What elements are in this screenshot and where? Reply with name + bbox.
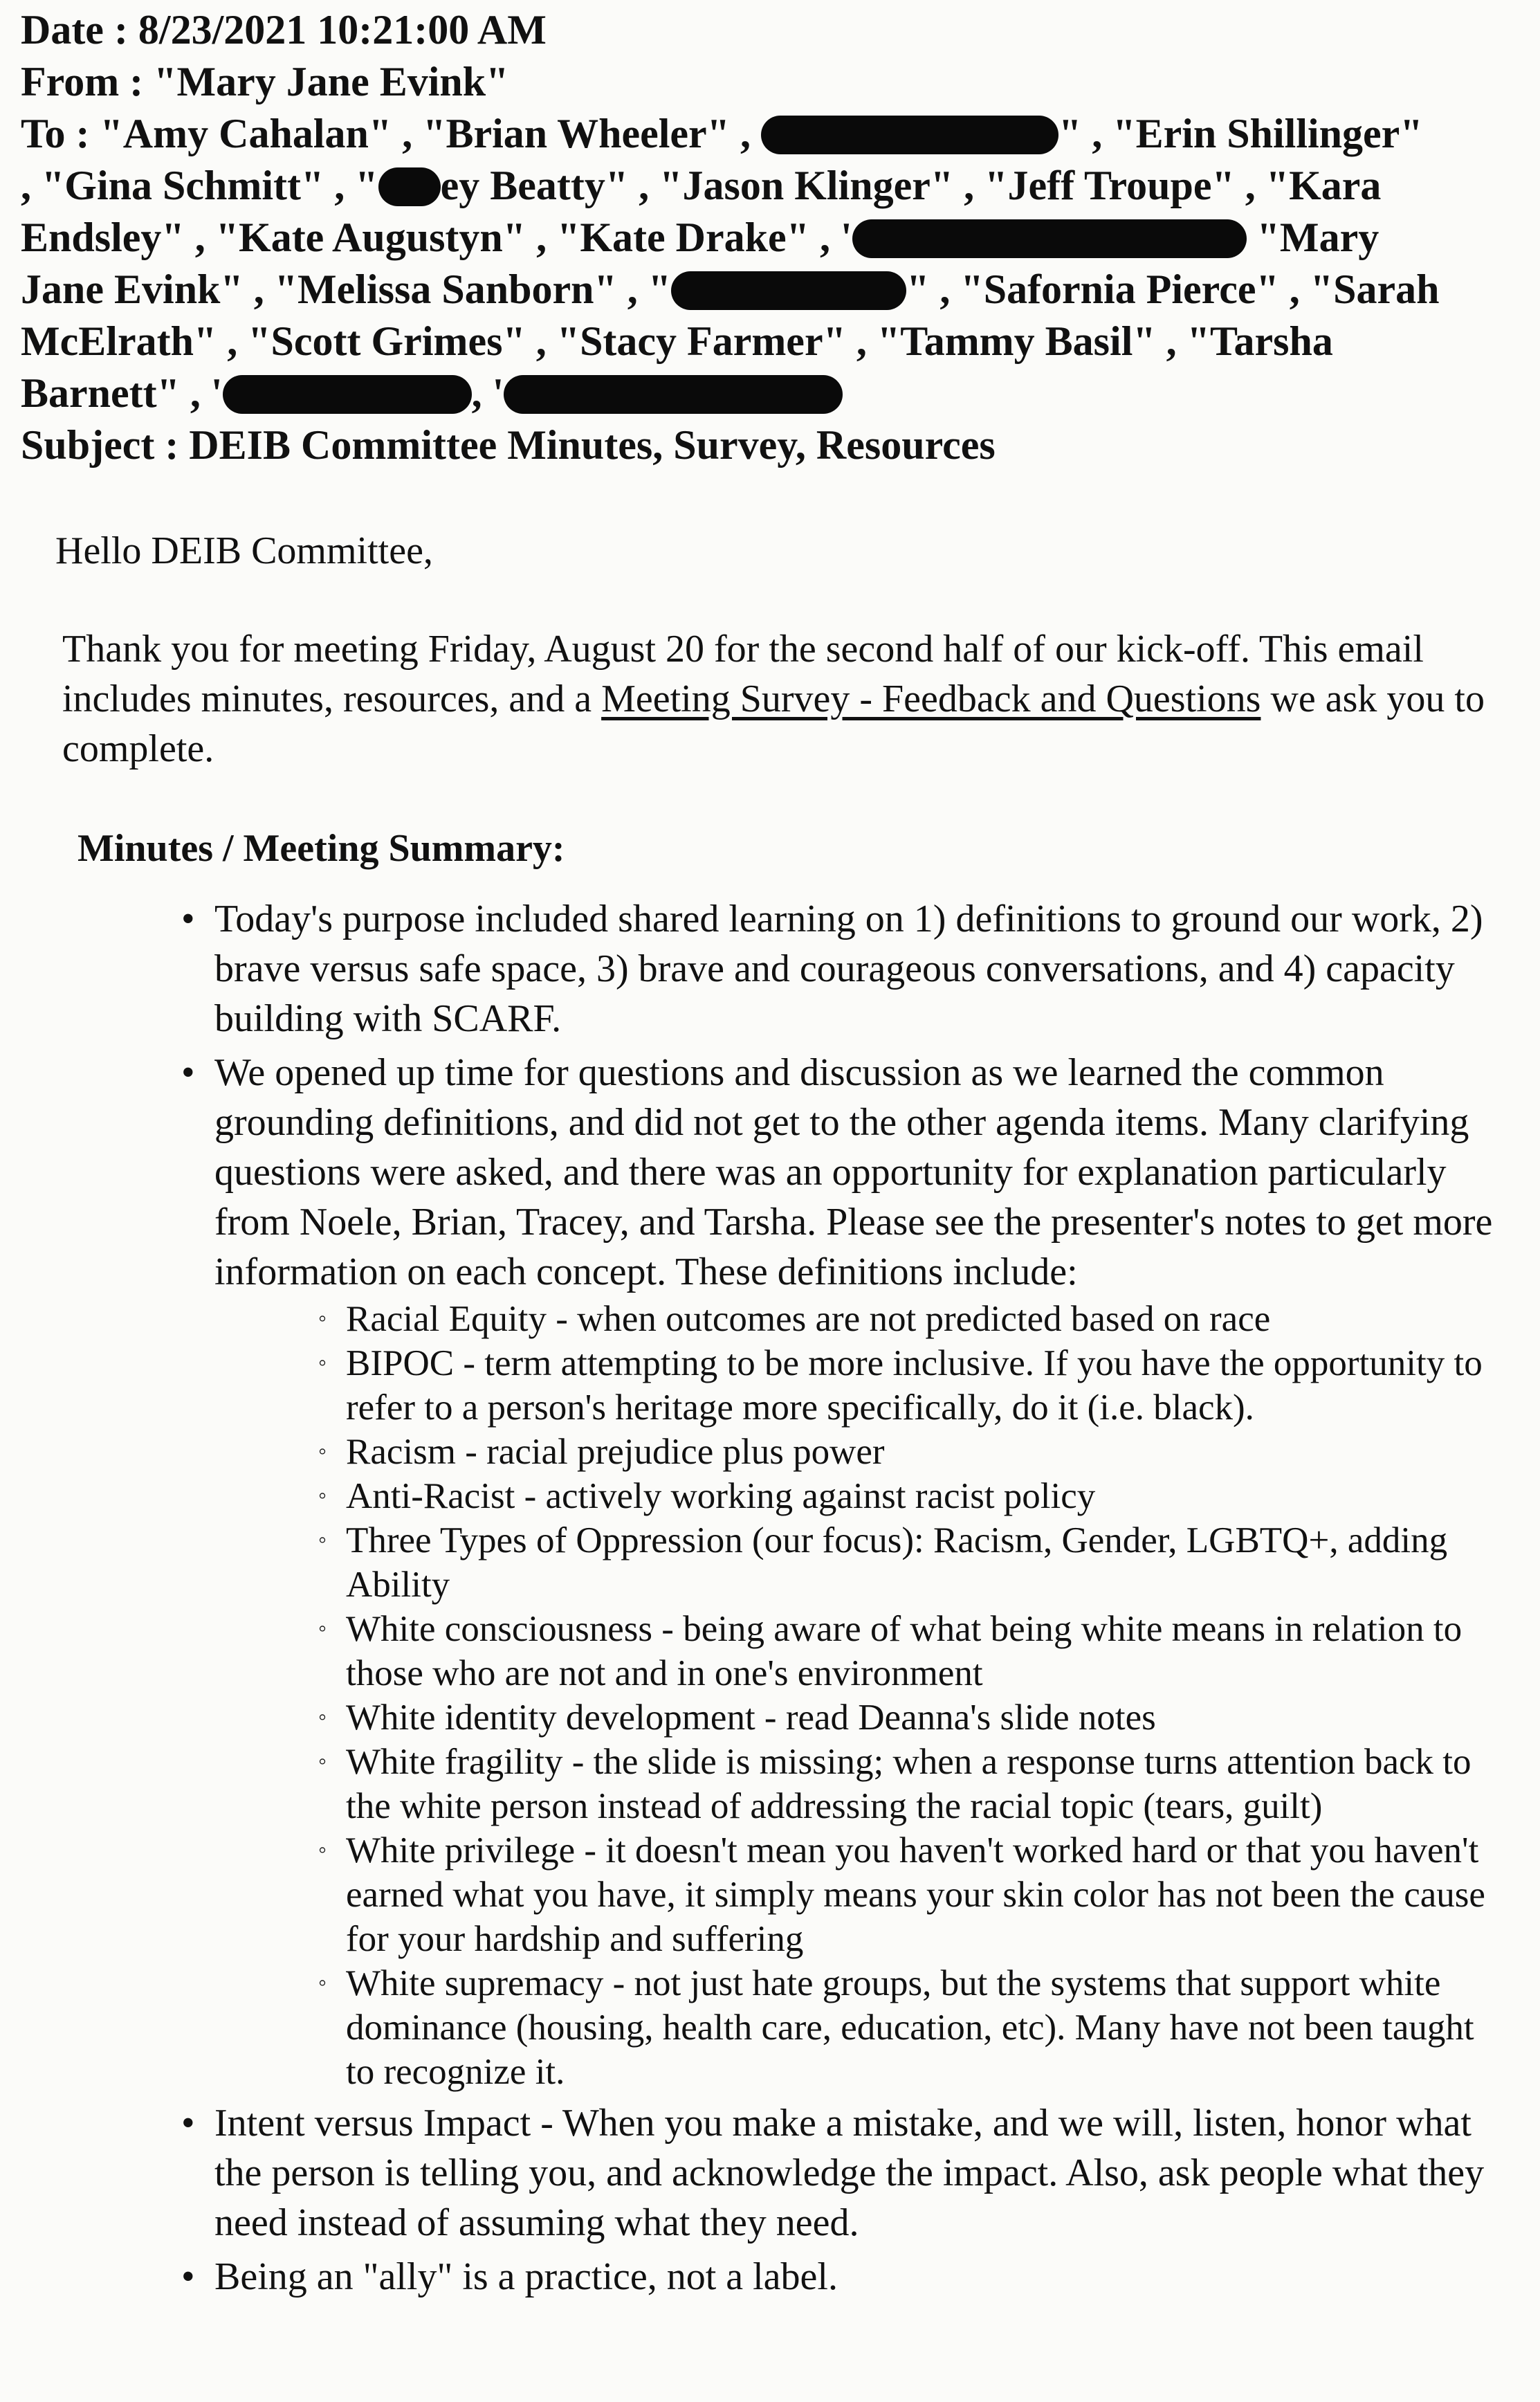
definition-item: ◦ White consciousness - being aware of what being white means in relation to those who are not and in one's environment — [318, 1607, 1494, 1695]
redaction-mark — [223, 375, 472, 414]
minutes-heading: Minutes / Meeting Summary: — [77, 827, 565, 870]
to-line: Barnett" , ' , ' — [21, 367, 1522, 419]
from-line: From : "Mary Jane Evink" — [21, 59, 509, 104]
redaction-mark — [852, 219, 1247, 258]
definition-item: ◦ White supremacy - not just hate groups, but the systems that support white dominance (housing, health care, education, etc). Many have not been taught to recognize it. — [318, 1961, 1494, 2094]
definition-item: ◦ Anti-Racist - actively working against racist policy — [318, 1474, 1494, 1518]
redaction-mark — [671, 271, 906, 310]
redaction-mark — [378, 167, 441, 206]
list-item: • Intent versus Impact - When you make a mistake, and we will, listen, honor what the person is telling you, and acknowledge the impact. Also, ask people what they need instead of assuming what they need. — [187, 2098, 1494, 2248]
redaction-mark — [761, 116, 1058, 154]
email-header — [21, 4, 1522, 471]
list-item: • Being an "ally" is a practice, not a label. — [187, 2252, 1494, 2302]
list-item: • Today's purpose included shared learning on 1) definitions to ground our work, 2) brave versus safe space, 3) brave and courageous conversations, and 4) capacity building with SCARF. — [187, 894, 1494, 1044]
date-line: Date : 8/23/2021 10:21:00 AM — [21, 7, 547, 53]
definition-item: ◦ Three Types of Oppression (our focus): Racism, Gender, LGBTQ+, adding Ability — [318, 1518, 1494, 1607]
redaction-mark — [504, 375, 843, 414]
meeting-survey-link[interactable]: Meeting Survey - Feedback and Questions — [601, 677, 1261, 720]
definitions-list — [214, 1297, 1494, 2094]
subject-line: Subject : DEIB Committee Minutes, Survey, Resources — [21, 422, 996, 468]
definition-item: ◦ BIPOC - term attempting to be more inclusive. If you have the opportunity to refer to a person's heritage more specifically, do it (i.e. black). — [318, 1341, 1494, 1430]
to-line: McElrath" , "Scott Grimes" , "Stacy Farmer" , "Tammy Basil" , "Tarsha — [21, 318, 1333, 364]
to-line: To : "Amy Cahalan" , "Brian Wheeler" , " , "Erin Shillinger" — [21, 111, 1423, 156]
list-item: • We opened up time for questions and discussion as we learned the common grounding definitions, and did not get to the other agenda items. Many clarifying questions were asked, and there was an opportunity for explanation particularly from Noele, Brian, Tracey, and Tarsha. Please see the presenter's notes to get more information on each concept. These definitions include: ◦ Racial Equity - when outcomes are not predicted based on race ◦ BIPOC - term attempting to be more inclusive. If you have the opportunity to refer to a person's heritage more specifically, do it (i.e. black). ◦ Racism - racial prejudice plus power ◦ Anti-Racist - actively working against racist policy ◦ Three Types of Oppression (our focus): Racism, Gender, LGBTQ+, adding Ability ◦ White consciousness - being aware of what being white means in relation to those who are not and in one's environment ◦ White identity development - read Deanna's slide notes ◦ White fragility - the slide is missing; when a response turns attention back to the white person instead of addressing the racial topic (tears, guilt) ◦ White privilege - it doesn't mean you haven't worked hard or that you haven't earned what you have, it simply means your skin color has not been the cause for your hardship and suffering ◦ White supremacy - not just hate groups, but the systems that support white dominance (housing, health care, education, etc). Many have not been taught to recognize it. — [187, 1048, 1494, 2094]
to-line: Endsley" , "Kate Augustyn" , "Kate Drake" , ' "Mary — [21, 215, 1379, 260]
definition-item: ◦ Racial Equity - when outcomes are not predicted based on race — [318, 1297, 1494, 1341]
definition-item: ◦ White identity development - read Deanna's slide notes — [318, 1695, 1494, 1740]
definition-item: ◦ White privilege - it doesn't mean you haven't worked hard or that you haven't earned what you have, it simply means your skin color has not been the cause for your hardship and suffering — [318, 1828, 1494, 1961]
minutes-list — [55, 894, 1494, 2302]
intro-paragraph: Thank you for meeting Friday, August 20 for the second half of our kick-off. This email includes minutes, resources, and a Meeting Survey - Feedback and Questions we ask you to complete. — [62, 628, 1485, 770]
definition-item: ◦ Racism - racial prejudice plus power — [318, 1430, 1494, 1474]
to-line: , "Gina Schmitt" , " ey Beatty" , "Jason Klinger" , "Jeff Troupe" , "Kara — [21, 163, 1382, 208]
greeting: Hello DEIB Committee, — [55, 529, 433, 572]
to-line: Jane Evink" , "Melissa Sanborn" , " " , "Safornia Pierce" , "Sarah — [21, 266, 1440, 312]
definition-item: ◦ White fragility - the slide is missing; when a response turns attention back to the white person instead of addressing the racial topic (tears, guilt) — [318, 1740, 1494, 1828]
email-body — [55, 526, 1494, 2306]
